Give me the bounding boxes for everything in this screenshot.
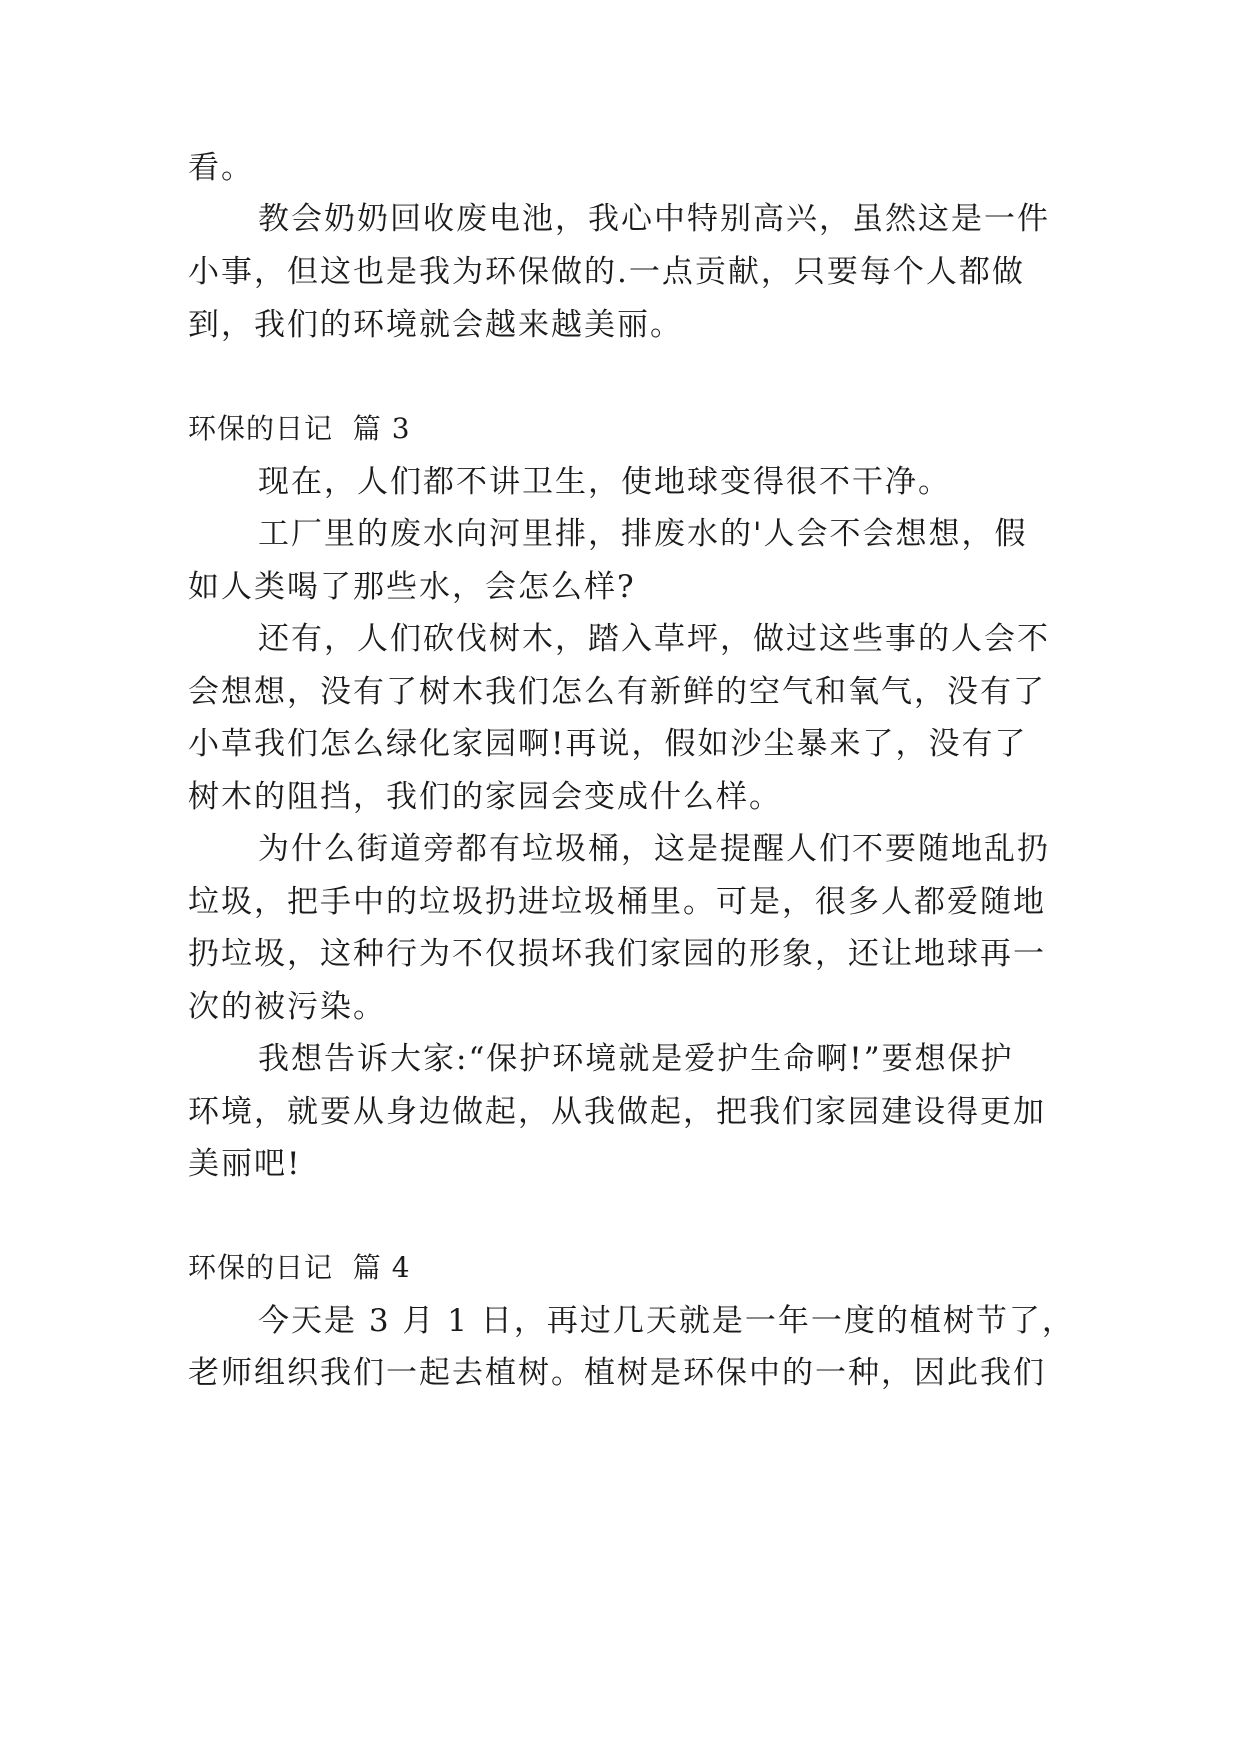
paragraph-line: 还有，人们砍伐树木，踏入草坪，做过这些事的人会不 (258, 621, 1050, 657)
section-heading: 环保的日记 篇 4 (188, 1251, 411, 1284)
text-line: 会想想，没有了树木我们怎么有新鲜的空气和氧气，没有了 (188, 674, 1046, 710)
text-line: 垃圾，把手中的垃圾扔进垃圾桶里。可是，很多人都爱随地 (188, 884, 1046, 920)
text-line: 次的被污染。 (188, 989, 386, 1025)
text-line: 到，我们的环境就会越来越美丽。 (188, 307, 683, 343)
text-line: 环境，就要从身边做起，从我做起，把我们家园建设得更加 (188, 1094, 1046, 1130)
paragraph-line: 教会奶奶回收废电池，我心中特别高兴，虽然这是一件 (258, 201, 1050, 237)
paragraph-line: 工厂里的废水向河里排，排废水的'人会不会想想，假 (258, 516, 1028, 552)
paragraph-line: 我想告诉大家:“保护环境就是爱护生命啊!”要想保护 (258, 1041, 1014, 1077)
text-line: 扔垃圾，这种行为不仅损坏我们家园的形象，还让地球再一 (188, 936, 1046, 972)
text-line: 小事，但这也是我为环保做的.一点贡献，只要每个人都做 (188, 254, 1025, 290)
text-line: 老师组织我们一起去植树。植树是环保中的一种，因此我们 (188, 1355, 1046, 1391)
text-line: 如人类喝了那些水，会怎么样? (188, 569, 636, 605)
text-line: 小草我们怎么绿化家园啊!再说，假如沙尘暴来了，没有了 (188, 726, 1028, 762)
paragraph-line: 为什么街道旁都有垃圾桶，这是提醒人们不要随地乱扔 (258, 831, 1050, 867)
paragraph-line: 今天是 3 月 1 日，再过几天就是一年一度的植树节了， (258, 1303, 1075, 1339)
text-line: 美丽吧! (188, 1146, 302, 1182)
text-line: 树木的阻挡，我们的家园会变成什么样。 (188, 779, 782, 815)
section-heading: 环保的日记 篇 3 (188, 412, 411, 445)
text-line: 看。 (188, 150, 254, 186)
paragraph-line: 现在，人们都不讲卫生，使地球变得很不干净。 (258, 464, 951, 500)
